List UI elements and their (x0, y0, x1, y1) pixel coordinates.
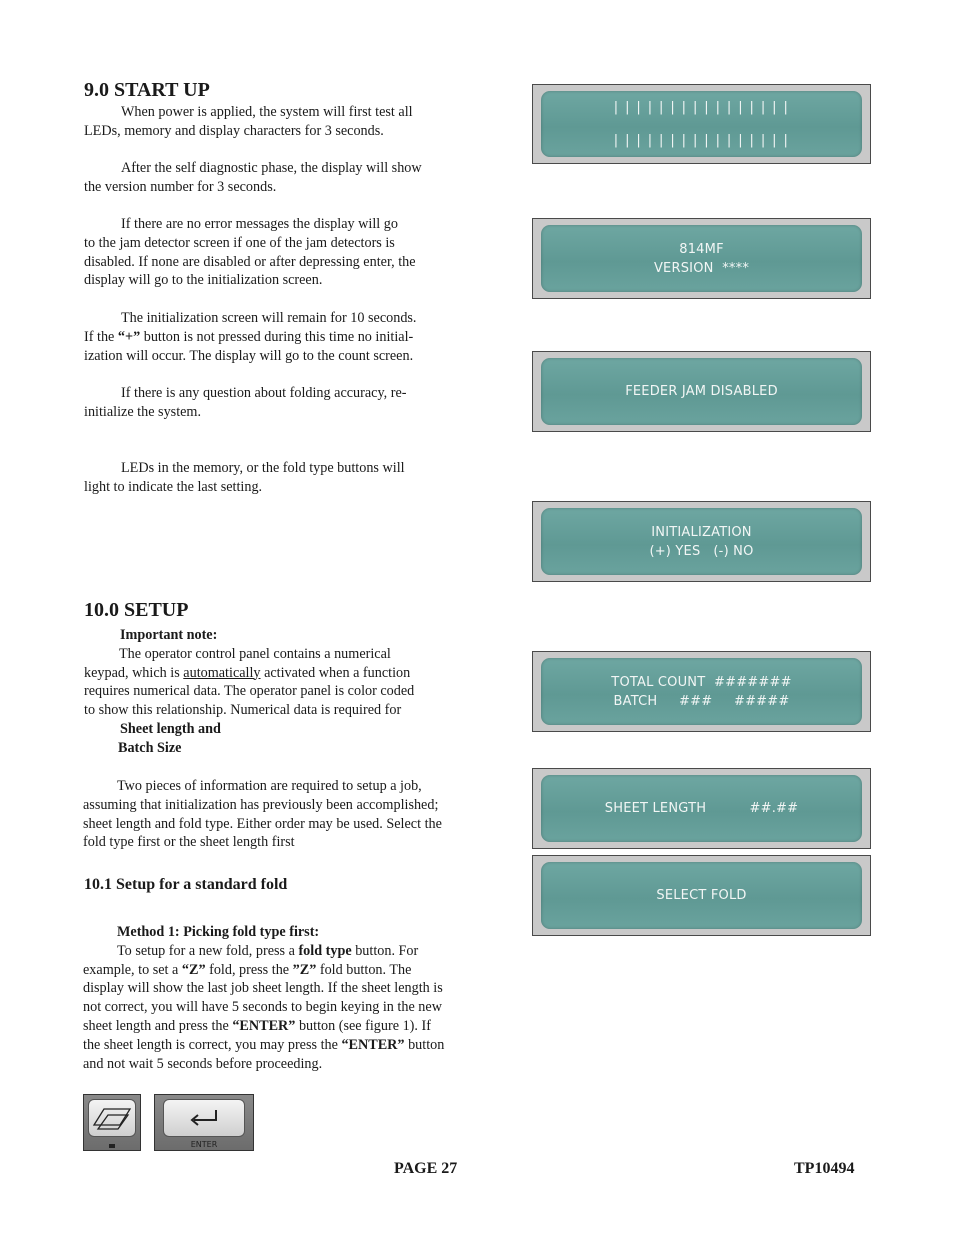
lcd-version-display (532, 218, 871, 299)
startup-paragraph-2: After the self diagnostic phase, the display will show the version number for 3 seconds. (84, 160, 422, 195)
lcd-line-2: VERSION **** (653, 260, 750, 276)
startup-paragraph-4: The initialization screen will remain for 10 seconds. If the “+” button is not pressed during this time no initial- ization will occur. The display will go to the count screen. (84, 310, 417, 364)
lcd-line-1: FEEDER JAM DISABLED (625, 384, 778, 399)
section-9-heading: 9.0 START UP (84, 79, 210, 101)
lcd-screen (541, 91, 862, 157)
lcd-feeder-jam-display (532, 351, 871, 432)
setup-two-pieces-paragraph: Two pieces of information are required to setup a job, assuming that initialization has previously been accomplished; sheet length and fold type. Either order may be used. Select the fold type first or the sheet length first (83, 778, 442, 851)
document-number: TP10494 (794, 1160, 855, 1177)
lcd-line-1: SHEET LENGTH ##.## (604, 801, 799, 816)
lcd-screen (541, 508, 862, 575)
lcd-screen (541, 658, 862, 725)
lcd-select-fold-display (532, 855, 871, 936)
lcd-screen (541, 862, 862, 929)
setup-important-note: Important note: The operator control panel contains a numerical keypad, which is automatically activated when a function requires numerical data. The operator panel is color coded to show this relationship. Numerical data is required for Sheet length and Batch Size (84, 627, 415, 756)
lcd-line-1: INITIALIZATION (651, 524, 752, 540)
section-10-heading: 10.0 SETUP (84, 599, 189, 621)
lcd-led-test-display (532, 84, 871, 164)
lcd-initialization-display (532, 501, 871, 582)
section-10-1-heading: 10.1 Setup for a standard fold (84, 876, 288, 893)
lcd-line-2: BATCH ### ##### (613, 693, 790, 709)
lcd-sheet-length-display (532, 768, 871, 849)
lcd-line-2: | | | | | | | | | | | | | | | | (613, 133, 790, 148)
method-1-paragraph: Method 1: Picking fold type first: To setup for a new fold, press a fold type button. For example, to set a “Z” fold, press the ”Z” fold button. The display will show the last job sheet length. If the sheet length is not correct, you will have 5 seconds to begin keying in the new sheet length and press the “ENTER” button (see figure 1). If the sheet length is correct, you may press the “ENTER” button and not wait 5 seconds before proceeding. (83, 924, 445, 1072)
page-number: PAGE 27 (394, 1160, 458, 1177)
lcd-screen (541, 775, 862, 842)
lcd-screen (541, 225, 862, 292)
startup-paragraph-1: When power is applied, the system will first test all LEDs, memory and display characters for 3 seconds. (84, 104, 413, 139)
key-indicator (109, 1144, 115, 1148)
startup-paragraph-5: If there is any question about folding accuracy, re- initialize the system. (84, 385, 407, 420)
enter-key[interactable] (154, 1094, 254, 1151)
lcd-line-1: SELECT FOLD (656, 888, 747, 903)
lcd-count-display (532, 651, 871, 732)
enter-key-face (163, 1099, 245, 1137)
lcd-line-2: (+) YES (-) NO (649, 543, 754, 559)
enter-return-arrow-icon (184, 1106, 224, 1130)
startup-paragraph-3: If there are no error messages the display will go to the jam detector screen if one of the jam detectors is disabled. If none are disabled or after depressing enter, the display will go to the initialization screen. (84, 216, 416, 289)
lcd-line-1: 814MF (679, 241, 724, 257)
fold-key-face (88, 1099, 136, 1137)
enter-key-label: ENTER (190, 1140, 218, 1149)
lcd-line-1: TOTAL COUNT ####### (611, 674, 792, 690)
lcd-line-1: | | | | | | | | | | | | | | | | (613, 100, 790, 115)
fold-sheet-icon (90, 1103, 134, 1133)
fold-type-key[interactable] (83, 1094, 141, 1151)
startup-paragraph-6: LEDs in the memory, or the fold type buttons will light to indicate the last setting. (84, 460, 405, 495)
lcd-screen (541, 358, 862, 425)
